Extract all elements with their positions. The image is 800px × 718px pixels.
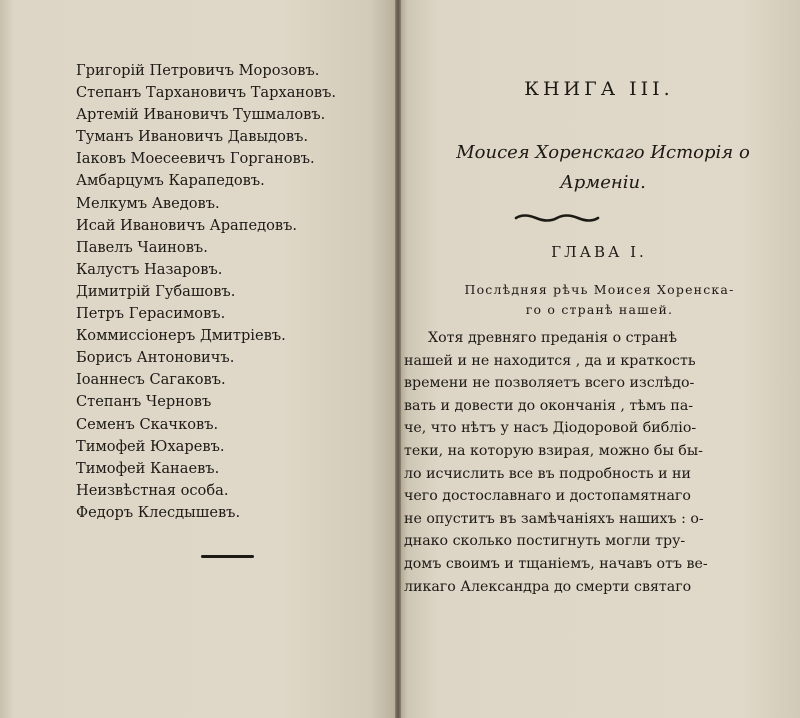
text-line: времени не позволяетъ всего изслѣдо- <box>404 375 695 392</box>
text-line: нашей и не находится , да и краткость <box>404 352 696 369</box>
book-gutter <box>395 0 401 718</box>
name-entry: Амбарцумъ Карапедовъ. <box>76 172 265 190</box>
name-entry: Димитрій Губашовъ. <box>76 282 236 300</box>
name-entry: Калустъ Назаровъ. <box>76 260 223 278</box>
name-entry: Артемій Ивановичъ Тушмаловъ. <box>76 106 326 124</box>
ornament-divider-icon <box>514 212 600 224</box>
names-list <box>76 60 336 524</box>
text-line: не опуститъ въ замѣчаніяхъ нашихъ : о- <box>404 510 704 527</box>
name-entry: Степанъ Тархановичъ Тархановъ. <box>76 84 337 102</box>
book-title: КНИГА III. <box>524 78 674 100</box>
name-entry: Тимофей Юхаревъ. <box>76 437 225 455</box>
name-entry: Коммиссіонеръ Дмитріевъ. <box>76 327 286 345</box>
text-line: чего достославнаго и достопамятнаго <box>404 488 691 505</box>
left-page <box>0 0 398 718</box>
text-line: ло исчислить все въ подробность и ни <box>404 465 691 482</box>
work-title-line: Моисея Хоренскаго Исторія о <box>456 142 750 163</box>
name-entry: Павелъ Чаиновъ. <box>76 238 208 256</box>
name-entry: Петръ Герасимовъ. <box>76 305 226 323</box>
name-entry: Семенъ Скачковъ. <box>76 415 219 433</box>
chapter-heading: ГЛАВА I. <box>551 243 647 261</box>
text-line: че, что нѣтъ у насъ Діодоровой библіо- <box>404 420 697 437</box>
name-entry: Туманъ Ивановичъ Давыдовъ. <box>76 128 309 146</box>
section-heading-line: го о странѣ нашей. <box>525 302 674 317</box>
name-entry: Степанъ Черновъ <box>76 393 212 411</box>
name-entry: Борисъ Антоновичъ. <box>76 349 235 367</box>
text-line: днако сколько постигнуть могли тру- <box>404 533 686 550</box>
name-entry: Федоръ Клесдышевъ. <box>76 503 241 521</box>
work-title <box>410 138 796 198</box>
text-line: теки, на которую взирая, можно бы бы- <box>404 442 703 459</box>
name-entry: Неизвѣстная особа. <box>76 481 229 499</box>
text-line: ликаго Александра до смерти святаго <box>404 578 692 595</box>
section-heading-line: Послѣдняя рѣчь Моисея Хоренска- <box>464 282 735 297</box>
section-heading <box>412 280 787 320</box>
name-entry: Григорій Петровичъ Морозовъ. <box>76 62 320 79</box>
name-entry: Мелкумъ Аведовъ. <box>76 194 220 212</box>
text-line: домъ своимъ и тщаніемъ, начавъ отъ ве- <box>404 555 708 572</box>
end-rule <box>201 555 254 558</box>
name-entry: Исай Ивановичъ Арапедовъ. <box>76 216 298 234</box>
work-title-line: Арменіи. <box>560 172 646 193</box>
text-line: вать и довести до окончанія , тѣмъ па- <box>404 397 694 414</box>
text-line: Хотя древняго преданія о странѣ <box>428 330 678 346</box>
name-entry: Іоаннесъ Сагаковъ. <box>76 371 226 389</box>
name-entry: Тимофей Канаевъ. <box>76 459 220 477</box>
name-entry: Іаковъ Моесеевичъ Горгановъ. <box>76 150 315 168</box>
body-text <box>404 327 708 598</box>
